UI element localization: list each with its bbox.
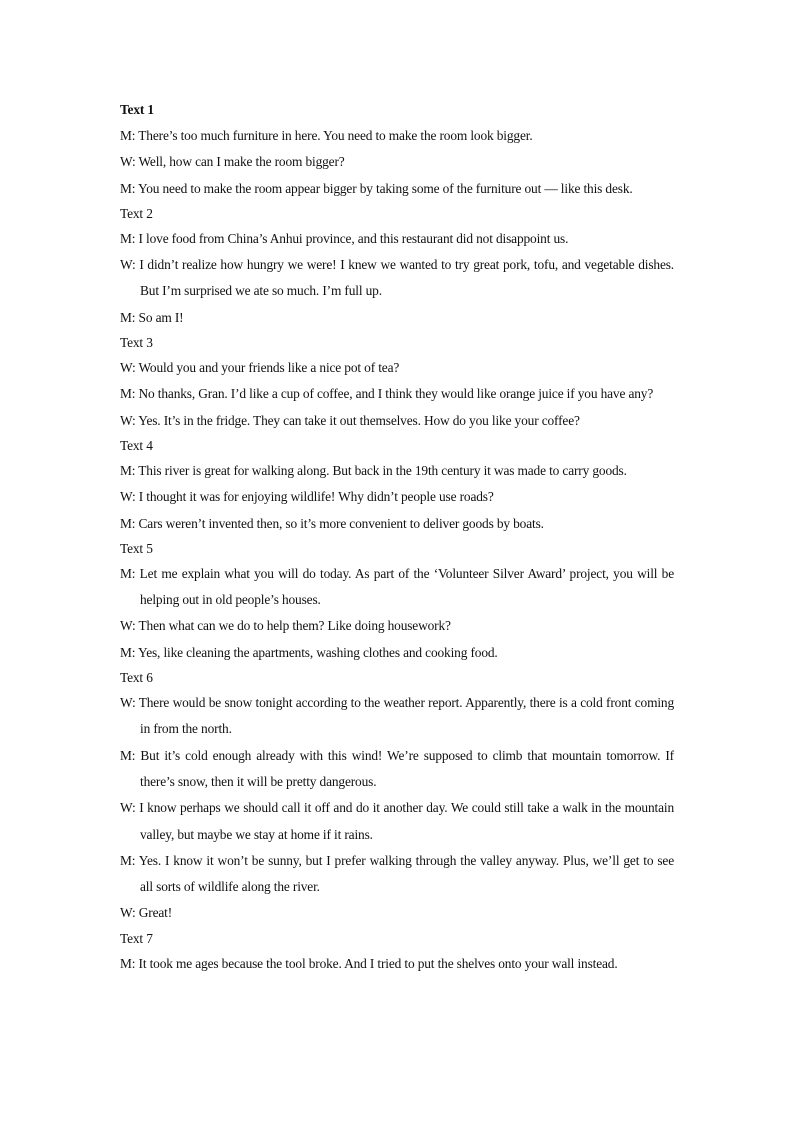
dialogue-line: M: But it’s cold enough already with this wind! We’re supposed to climb that mountain tomorrow. If there’s snow, then it will be pretty dangerous. (120, 747, 674, 789)
dialogue-line: M: Let me explain what you will do today. As part of the ‘Volunteer Silver Award’ project, you will be helping out in old people’s houses. (120, 565, 674, 608)
text-section (120, 331, 674, 434)
text-section (120, 927, 674, 977)
dialogue-line: W: Yes. It’s in the fridge. They can take it out themselves. How do you like your coffee? (120, 412, 580, 428)
section-title: Text 6 (120, 670, 153, 686)
section-title: Text 2 (120, 205, 153, 221)
text-section (120, 434, 674, 537)
dialogue-line: M: This river is great for walking along. But back in the 19th century it was made to carry goods. (120, 462, 627, 478)
dialogue-line: M: You need to make the room appear bigger by taking some of the furniture out — like this desk. (120, 180, 633, 196)
section-title: Text 1 (120, 102, 154, 117)
dialogue-line: M: There’s too much furniture in here. You need to make the room look bigger. (120, 128, 533, 143)
text-section (120, 97, 674, 202)
dialogue-line: W: Would you and your friends like a nice pot of tea? (120, 360, 400, 376)
dialogue-line: W: Great! (120, 905, 173, 921)
dialogue-line: M: So am I! (120, 309, 184, 325)
section-title: Text 5 (120, 540, 153, 556)
section-title: Text 3 (120, 335, 153, 351)
text-section (120, 537, 674, 666)
document-page (120, 97, 674, 977)
dialogue-line: W: Then what can we do to help them? Like doing housework? (120, 618, 451, 634)
section-title: Text 4 (120, 437, 153, 453)
text-section (120, 666, 674, 927)
dialogue-line: M: Cars weren’t invented then, so it’s more convenient to deliver goods by boats. (120, 515, 544, 531)
section-title: Text 7 (120, 930, 153, 946)
dialogue-line: W: I know perhaps we should call it off and do it another day. We could still take a walk in the mountain valley, but maybe we stay at home if it rains. (120, 800, 674, 842)
dialogue-line: M: No thanks, Gran. I’d like a cup of coffee, and I think they would like orange juice if you have any? (120, 386, 654, 402)
dialogue-line: W: I thought it was for enjoying wildlife! Why didn’t people use roads? (120, 489, 494, 505)
dialogue-line: W: There would be snow tonight according to the weather report. Apparently, there is a cold front coming in from the north. (120, 695, 674, 737)
dialogue-line: M: It took me ages because the tool broke. And I tried to put the shelves onto your wall instead. (120, 955, 618, 971)
dialogue-line: W: Well, how can I make the room bigger? (120, 154, 345, 170)
text-section (120, 202, 674, 331)
dialogue-line: M: Yes, like cleaning the apartments, washing clothes and cooking food. (120, 644, 498, 660)
dialogue-line: M: Yes. I know it won’t be sunny, but I prefer walking through the valley anyway. Plus, we’ll get to see all sorts of wildlife along the river. (120, 852, 674, 895)
dialogue-line: W: I didn’t realize how hungry we were! I knew we wanted to try great pork, tofu, and vegetable dishes. But I’m surprised we ate so much. I’m full up. (120, 257, 674, 299)
dialogue-line: M: I love food from China’s Anhui province, and this restaurant did not disappoint us. (120, 230, 569, 246)
